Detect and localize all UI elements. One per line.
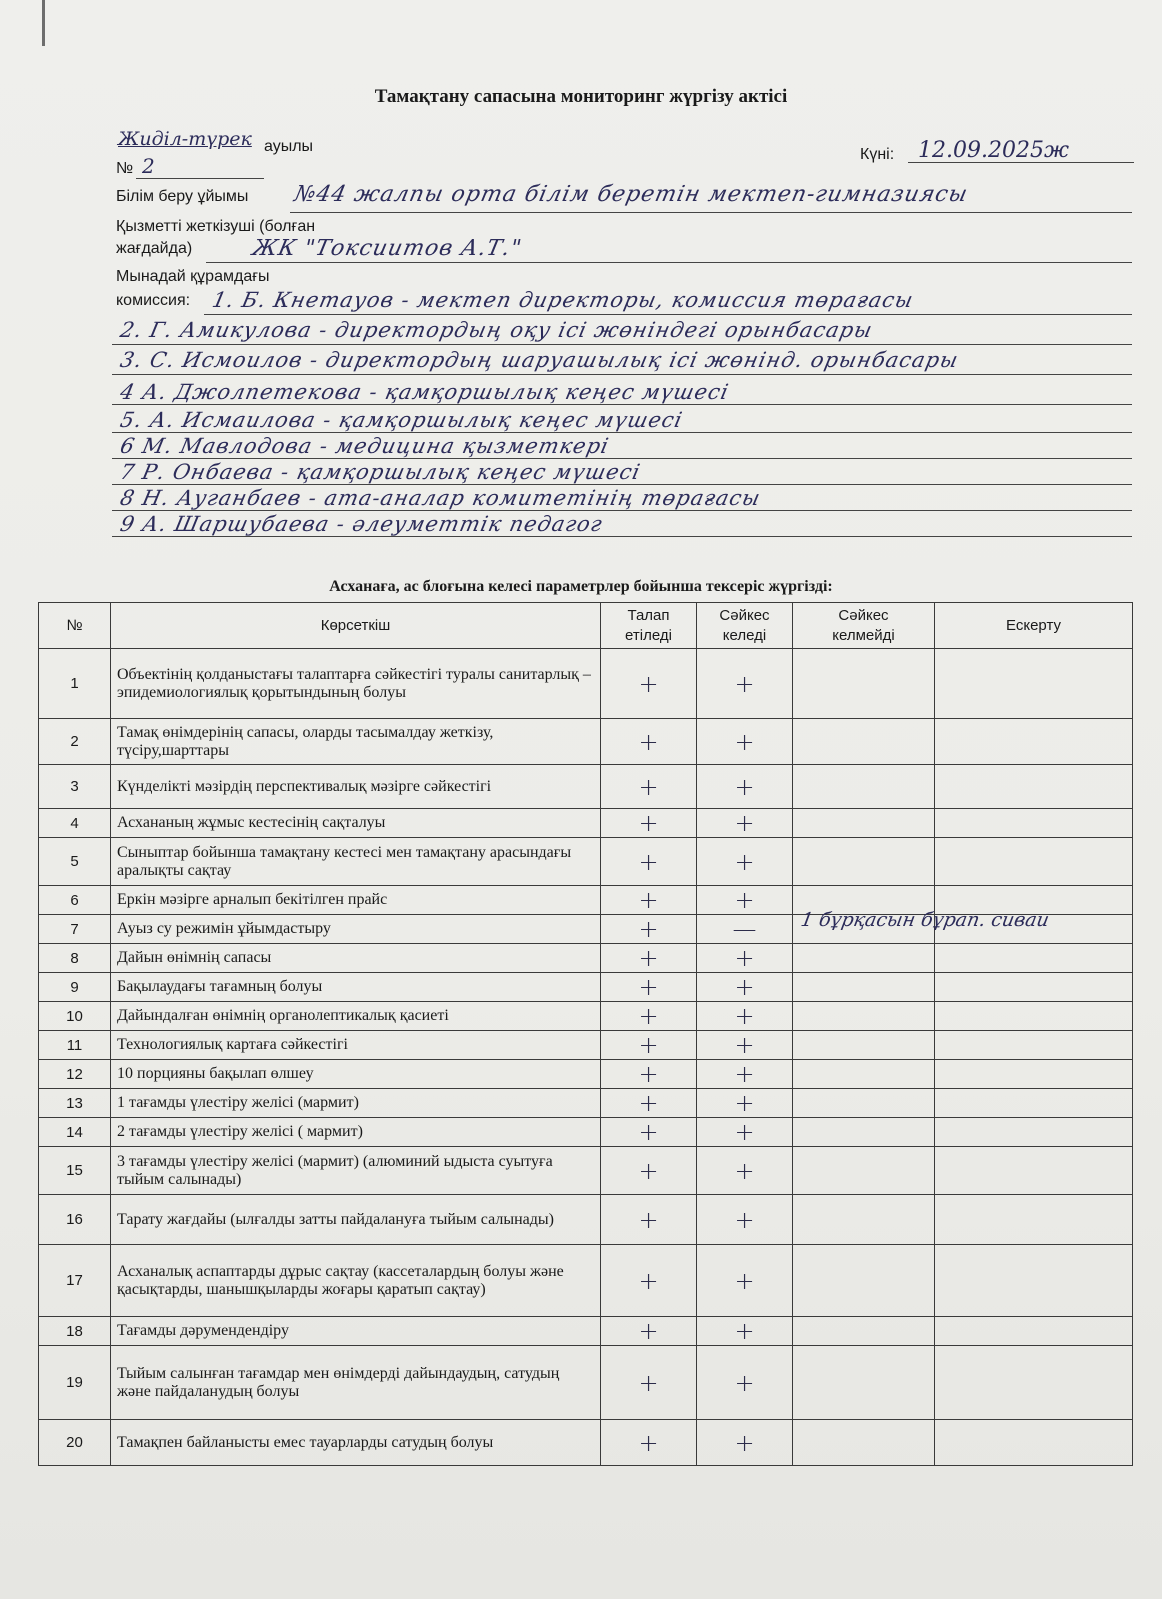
row-nomatch-cell [793, 1060, 935, 1089]
row-match-mark: + [697, 1420, 793, 1466]
row-note [935, 1031, 1133, 1060]
row-required-mark: + [601, 1147, 697, 1195]
table-row [39, 1031, 1133, 1060]
row-match-mark: + [697, 1195, 793, 1245]
row-match-mark: — [697, 915, 793, 944]
row-indicator: 1 тағамды үлестіру желісі (мармит) [111, 1089, 601, 1118]
row-nomatch-cell [793, 765, 935, 809]
row-required-mark: + [601, 886, 697, 915]
row-required-mark: + [601, 719, 697, 765]
row-required-mark: + [601, 1060, 697, 1089]
row-note [935, 1420, 1133, 1466]
header-required-line1: Талап [627, 606, 670, 624]
row-indicator: Сыныптар бойынша тамақтану кестесі мен тамақтану арасындағы аралықты сақтау [111, 838, 601, 886]
row-indicator: Асхананың жұмыс кестесінің сақталуы [111, 809, 601, 838]
number-handwritten: 2 [142, 154, 155, 178]
row-nomatch-cell [793, 1420, 935, 1466]
row-num: 20 [39, 1420, 111, 1466]
row-match-mark: + [697, 1317, 793, 1346]
row-note [935, 838, 1133, 886]
row-indicator: Күнделікті мәзірдің перспективалық мәзірге сәйкестігі [111, 765, 601, 809]
header-required-line2: етіледі [625, 626, 672, 644]
row-nomatch-cell [793, 1031, 935, 1060]
row-required-mark: + [601, 1420, 697, 1466]
row-indicator: Тағамды дәрумендендіру [111, 1317, 601, 1346]
table-row [39, 719, 1133, 765]
table-row [39, 809, 1133, 838]
table-row [39, 1245, 1133, 1317]
table-row [39, 1147, 1133, 1195]
row-indicator: 10 порцияны бақылап өлшеу [111, 1060, 601, 1089]
row-indicator: Тарату жағдайы (ылғалды затты пайдалануға тыйым салынады) [111, 1195, 601, 1245]
header-indicator: Көрсеткіш [111, 603, 601, 649]
header-nomatch-line2: келмейді [832, 626, 895, 644]
header-num: № [39, 603, 111, 649]
row-note [935, 1118, 1133, 1147]
commission-line [112, 536, 1132, 537]
row-note [935, 649, 1133, 719]
provider-label-line1: Қызметті жеткізуші (болған [116, 218, 316, 235]
row-required-mark: + [601, 1118, 697, 1147]
row-num: 2 [39, 719, 111, 765]
row-indicator: Ауыз су режимін ұйымдастыру [111, 915, 601, 944]
row-required-mark: + [601, 1031, 697, 1060]
table-row [39, 1118, 1133, 1147]
commission-member: 3. С. Исмоилов - директордың шаруашылық ісі жөнінд. орынбасары [118, 348, 961, 372]
row-indicator: Технологиялық картаға сәйкестігі [111, 1031, 601, 1060]
provider-label-line2: жағдайда) [116, 240, 193, 257]
row-match-mark: + [697, 719, 793, 765]
row-note [935, 1002, 1133, 1031]
commission-line [204, 314, 1132, 315]
row-nomatch-cell [793, 1195, 935, 1245]
row-nomatch-cell [793, 1346, 935, 1420]
punch-margin-mark [42, 0, 45, 46]
row-num: 19 [39, 1346, 111, 1420]
row-num: 16 [39, 1195, 111, 1245]
row-match-mark: + [697, 1118, 793, 1147]
row-num: 15 [39, 1147, 111, 1195]
header-match-line1: Сәйкес [719, 606, 770, 624]
row-note [935, 1195, 1133, 1245]
number-line [136, 178, 264, 179]
row-num: 12 [39, 1060, 111, 1089]
row-indicator: Асханалық аспаптарды дұрыс сақтау (кассеталардың болуы және қасықтарды, шанышқыларды жоғары қаратып сақтау) [111, 1245, 601, 1317]
row-note [935, 1346, 1133, 1420]
row-nomatch-cell [793, 1089, 935, 1118]
row-num: 7 [39, 915, 111, 944]
row-match-mark: + [697, 649, 793, 719]
table-header-row [39, 603, 1133, 649]
commission-member: 6 М. Мавлодова - медицина қызметкері [118, 434, 612, 458]
row-indicator: Бақылаудағы тағамның болуы [111, 973, 601, 1002]
commission-line [112, 510, 1132, 511]
row-num: 4 [39, 809, 111, 838]
row-match-mark: + [697, 1245, 793, 1317]
header-match [697, 603, 793, 649]
commission-member: 4 А. Джолпетекова - қамқоршылық кеңес мүшесі [118, 380, 732, 404]
org-handwritten: №44 жалпы орта білім беретін мектеп-гимназиясы [292, 182, 971, 207]
table-row [39, 1317, 1133, 1346]
row-num: 1 [39, 649, 111, 719]
commission-member: 5. А. Исмаилова - қамқоршылық кеңес мүшесі [118, 408, 686, 432]
commission-label-line1: Мынадай құрамдағы [116, 268, 270, 285]
row-indicator: Объектінің қолданыстағы талаптарға сәйкестігі туралы санитарлық – эпидемиологиялық қорытындының болуы [111, 649, 601, 719]
commission-line [112, 344, 1132, 345]
row-note [935, 1060, 1133, 1089]
table-row [39, 649, 1133, 719]
row-match-mark: + [697, 1060, 793, 1089]
row-required-mark: + [601, 1195, 697, 1245]
row-match-mark: + [697, 1147, 793, 1195]
row-note [935, 719, 1133, 765]
commission-line [112, 404, 1132, 405]
table-row [39, 765, 1133, 809]
table-row [39, 915, 1133, 944]
village-suffix-label: ауылы [264, 138, 314, 155]
table-row [39, 1346, 1133, 1420]
row-match-mark: + [697, 944, 793, 973]
row-match-mark: + [697, 886, 793, 915]
row-num: 5 [39, 838, 111, 886]
row-match-mark: + [697, 1031, 793, 1060]
row-note [935, 973, 1133, 1002]
row-nomatch-cell [793, 838, 935, 886]
header-note: Ескерту [935, 603, 1133, 649]
row-match-mark: + [697, 838, 793, 886]
row-required-mark: + [601, 973, 697, 1002]
row-num: 17 [39, 1245, 111, 1317]
row-note [935, 765, 1133, 809]
row-nomatch-cell [793, 719, 935, 765]
row-num: 11 [39, 1031, 111, 1060]
commission-line [112, 432, 1132, 433]
table-row [39, 838, 1133, 886]
row-nomatch-cell [793, 944, 935, 973]
table-row [39, 973, 1133, 1002]
table-row [39, 1002, 1133, 1031]
table-row [39, 1195, 1133, 1245]
row-indicator: 3 тағамды үлестіру желісі (мармит) (алюминий ыдыста суытуға тыйым салынады) [111, 1147, 601, 1195]
date-handwritten: 12.09.2025ж [918, 138, 1069, 163]
row-note [935, 1147, 1133, 1195]
row-nomatch-cell [793, 1118, 935, 1147]
row-required-mark: + [601, 1317, 697, 1346]
row-required-mark: + [601, 809, 697, 838]
document-title: Тамақтану сапасына мониторинг жүргізу актісі [374, 86, 788, 107]
header-required [601, 603, 697, 649]
row-required-mark: + [601, 1089, 697, 1118]
row-note [935, 809, 1133, 838]
row-indicator: 2 тағамды үлестіру желісі ( мармит) [111, 1118, 601, 1147]
row-num: 10 [39, 1002, 111, 1031]
row-num: 13 [39, 1089, 111, 1118]
row-nomatch-cell [793, 1147, 935, 1195]
row-indicator: Дайындалған өнімнің органолептикалық қасиеті [111, 1002, 601, 1031]
row-indicator: Тамақ өнімдерінің сапасы, оларды тасымалдау жеткізу, түсіру,шарттары [111, 719, 601, 765]
commission-line [112, 374, 1132, 375]
row-indicator: Тыйым салынған тағамдар мен өнімдерді дайындаудың, сатудың және пайдаланудың болуы [111, 1346, 601, 1420]
number-label: № [116, 160, 134, 177]
row-required-mark: + [601, 915, 697, 944]
row-num: 6 [39, 886, 111, 915]
row-required-mark: + [601, 944, 697, 973]
table-row [39, 944, 1133, 973]
row-required-mark: + [601, 1346, 697, 1420]
row-note [935, 944, 1133, 973]
checklist-table [38, 602, 1133, 1466]
row-required-mark: + [601, 838, 697, 886]
row-nomatch-cell [793, 1245, 935, 1317]
row-note [935, 1317, 1133, 1346]
row-nomatch-cell [793, 1002, 935, 1031]
village-name-handwritten: Жиділ-түрек [118, 128, 252, 150]
table-row [39, 1060, 1133, 1089]
header-nomatch [793, 603, 935, 649]
header-match-line2: келеді [722, 626, 767, 644]
row-num: 3 [39, 765, 111, 809]
row-match-mark: + [697, 1002, 793, 1031]
row-nomatch-cell [793, 973, 935, 1002]
row-match-mark: + [697, 1346, 793, 1420]
date-line [908, 162, 1134, 163]
row-required-mark: + [601, 649, 697, 719]
row-match-mark: + [697, 765, 793, 809]
row-nomatch-text: 1 бұрқасын бұрап. сиваи [799, 909, 1051, 931]
org-line [290, 212, 1132, 213]
date-label: Күні: [860, 146, 895, 163]
commission-member: 8 Н. Ауганбаев - ата-аналар комитетінің төрағасы [118, 486, 764, 510]
row-indicator: Тамақпен байланысты емес тауарларды сатудың болуы [111, 1420, 601, 1466]
row-indicator: Дайын өнімнің сапасы [111, 944, 601, 973]
row-required-mark: + [601, 1245, 697, 1317]
row-match-mark: + [697, 809, 793, 838]
commission-member: 2. Г. Амикулова - директордың оқу ісі жөніндегі орынбасары [118, 318, 876, 342]
row-indicator: Еркін мәзірге арналып бекітілген прайс [111, 886, 601, 915]
row-num: 14 [39, 1118, 111, 1147]
row-match-mark: + [697, 973, 793, 1002]
commission-member: 9 А. Шаршубаева - әлеуметтік педагог [118, 512, 606, 536]
row-num: 18 [39, 1317, 111, 1346]
table-row [39, 1089, 1133, 1118]
row-required-mark: + [601, 765, 697, 809]
row-required-mark: + [601, 1002, 697, 1031]
row-num: 8 [39, 944, 111, 973]
table-row [39, 1420, 1133, 1466]
row-nomatch-cell [793, 909, 1051, 944]
row-nomatch-cell [793, 649, 935, 719]
row-note [935, 1089, 1133, 1118]
org-label: Білім беру ұйымы [116, 188, 249, 205]
header-nomatch-line1: Сәйкес [838, 606, 889, 624]
row-note [935, 1245, 1133, 1317]
row-nomatch-cell [793, 809, 935, 838]
commission-member: 7 Р. Онбаева - қамқоршылық кеңес мүшесі [118, 460, 643, 484]
provider-line [206, 262, 1132, 263]
row-match-mark: + [697, 1089, 793, 1118]
provider-handwritten: ЖК "Токсиитов А.Т." [250, 236, 525, 261]
row-nomatch-cell [793, 1317, 935, 1346]
commission-line [112, 484, 1132, 485]
commission-member: 1. Б. Кнетауов - мектеп директоры, комиссия төрағасы [210, 288, 916, 312]
checklist-title: Асханаға, ас блоғына келесі параметрлер бойынша тексеріс жүргізді: [329, 578, 833, 595]
commission-label-line2: комиссия: [116, 292, 191, 309]
commission-line [112, 458, 1132, 459]
row-num: 9 [39, 973, 111, 1002]
